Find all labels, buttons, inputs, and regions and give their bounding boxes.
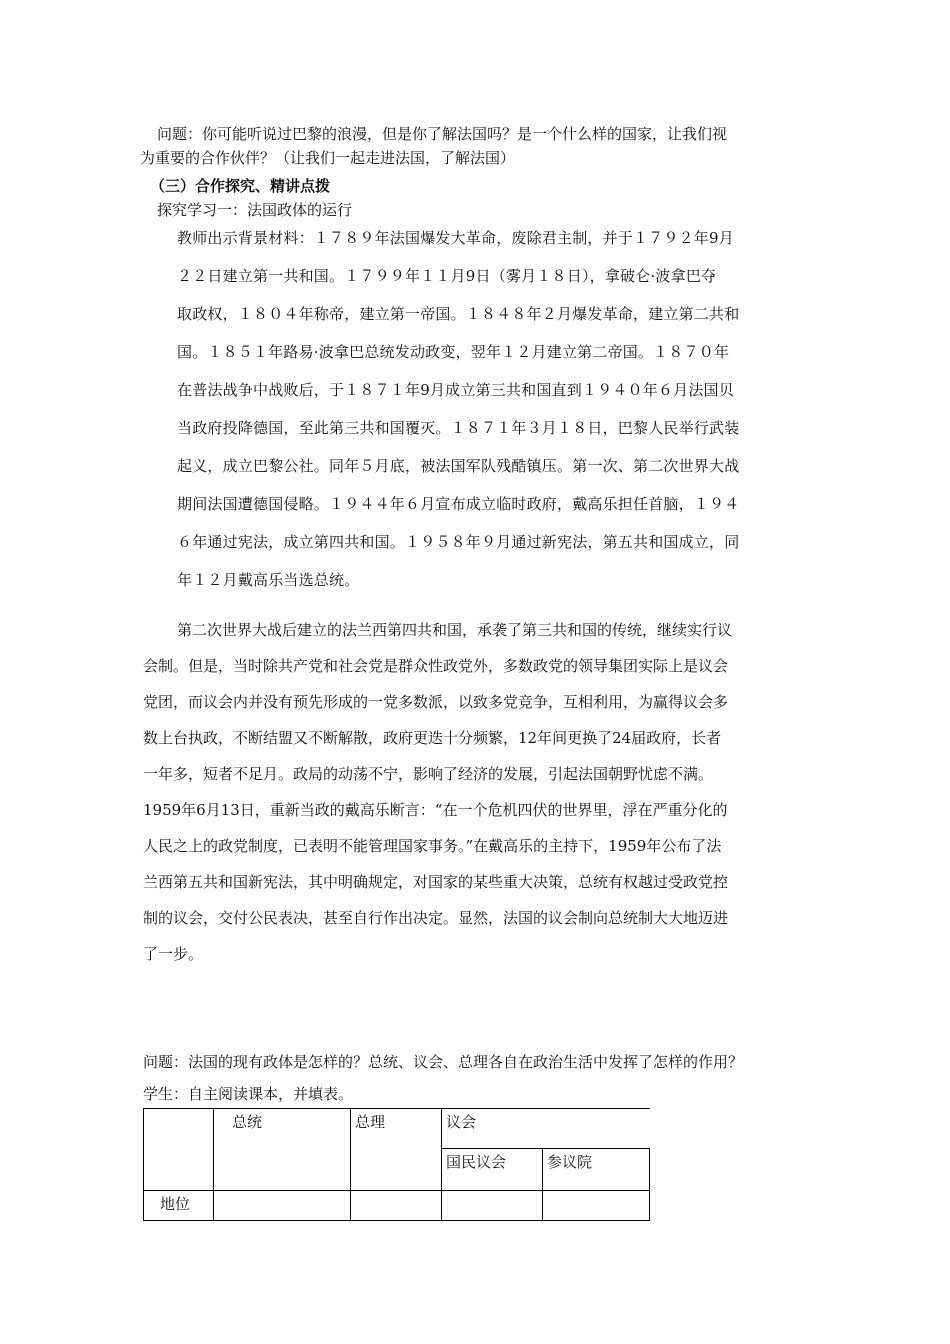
table-corner-cell [144, 1109, 214, 1191]
row-label-position: 地位 [144, 1191, 214, 1221]
question-line: 问题：法国的现有政体是怎样的？总统、议会、总理各自在政治生活中发挥了怎样的作用？ [143, 1053, 744, 1071]
material-line: ２２日建立第一共和国。１７９９年１１月9日（雾月１８日），拿破仑·波拿巴夺 [177, 267, 717, 285]
material-line: 教师出示背景材料：１７８９年法国爆发大革命，废除君主制，并于１７９２年9月 [177, 229, 734, 247]
header-premier: 总理 [351, 1109, 442, 1191]
material-line: 当政府投降德国，至此第三共和国覆灭。１８７１年３月１８日，巴黎人民举行武装 [177, 419, 740, 437]
cell-senate-position[interactable] [543, 1191, 650, 1221]
paragraph-line: 1959年6月13日，重新当政的戴高乐断言：“在一个危机四伏的世界里，浮在严重分化的 [143, 801, 728, 819]
section-heading: （三）合作探究、精讲点拨 [150, 177, 331, 195]
student-instruction: 学生：自主阅读课本，并填表。 [143, 1085, 354, 1103]
material-line: ６年通过宪法，成立第四共和国。１９５８年９月通过新宪法，第五共和国成立，同 [177, 533, 740, 551]
material-line: 国。１８５１年路易·波拿巴总统发动政变，翌年１２月建立第二帝国。１８７０年 [177, 343, 730, 361]
sub-heading: 探究学习一：法国政体的运行 [157, 201, 353, 219]
header-president: 总统 [214, 1109, 351, 1191]
paragraph-line: 制的议会，交付公民表决，甚至自行作出决定。显然，法国的议会制向总统制大大地迈进 [143, 909, 729, 927]
paragraph-line: 了一步。 [143, 945, 204, 963]
comparison-table [143, 1108, 650, 1221]
material-line: 年１２月戴高乐当选总统。 [177, 571, 360, 589]
material-line: 起义，成立巴黎公社。同年５月底，被法国军队残酷镇压。第一次、第二次世界大战 [177, 457, 740, 475]
paragraph-line: 数上台执政，不断结盟又不断解散，政府更迭十分频繁，12年间更换了24届政府，长者 [143, 729, 722, 747]
paragraph-line: 会制。但是，当时除共产党和社会党是群众性政党外，多数政党的领导集团实际上是议会 [143, 657, 729, 675]
paragraph-line: 一年多，短者不足月。政局的动荡不宁，影响了经济的发展，引起法国朝野忧虑不满。 [143, 765, 714, 783]
cell-national-assembly-position[interactable] [442, 1191, 543, 1221]
paragraph-line: 党团，而议会内并没有预先形成的一党多数派，以致多党竞争，互相利用，为赢得议会多 [143, 693, 729, 711]
header-senate: 参议院 [543, 1149, 650, 1191]
intro-question-line-2: 为重要的合作伙伴？（让我们一起走进法国，了解法国） [140, 149, 516, 167]
header-national-assembly: 国民议会 [442, 1149, 543, 1191]
intro-question-line-1: 问题：你可能听说过巴黎的浪漫，但是你了解法国吗？是一个什么样的国家，让我们视 [157, 125, 728, 143]
cell-president-position[interactable] [214, 1191, 351, 1221]
paragraph-line: 第二次世界大战后建立的法兰西第四共和国，承袭了第三共和国的传统，继续实行议 [177, 621, 733, 639]
material-line: 期间法国遭德国侵略。１９４４年６月宣布成立临时政府，戴高乐担任首脑，１９４ [177, 495, 740, 513]
header-parliament: 议会 [442, 1109, 650, 1149]
material-line: 在普法战争中战败后，于１８７１年9月成立第三共和国直到１９４０年６月法国贝 [177, 381, 734, 399]
material-line: 取政权，１８０４年称帝，建立第一帝国。１８４８年２月爆发革命，建立第二共和 [177, 305, 740, 323]
paragraph-line: 人民之上的政党制度，已表明不能管理国家事务。”在戴高乐的主持下，1959年公布了法 [143, 837, 722, 855]
cell-premier-position[interactable] [351, 1191, 442, 1221]
paragraph-line: 兰西第五共和国新宪法，其中明确规定，对国家的某些重大决策，总统有权越过受政党控 [143, 873, 729, 891]
